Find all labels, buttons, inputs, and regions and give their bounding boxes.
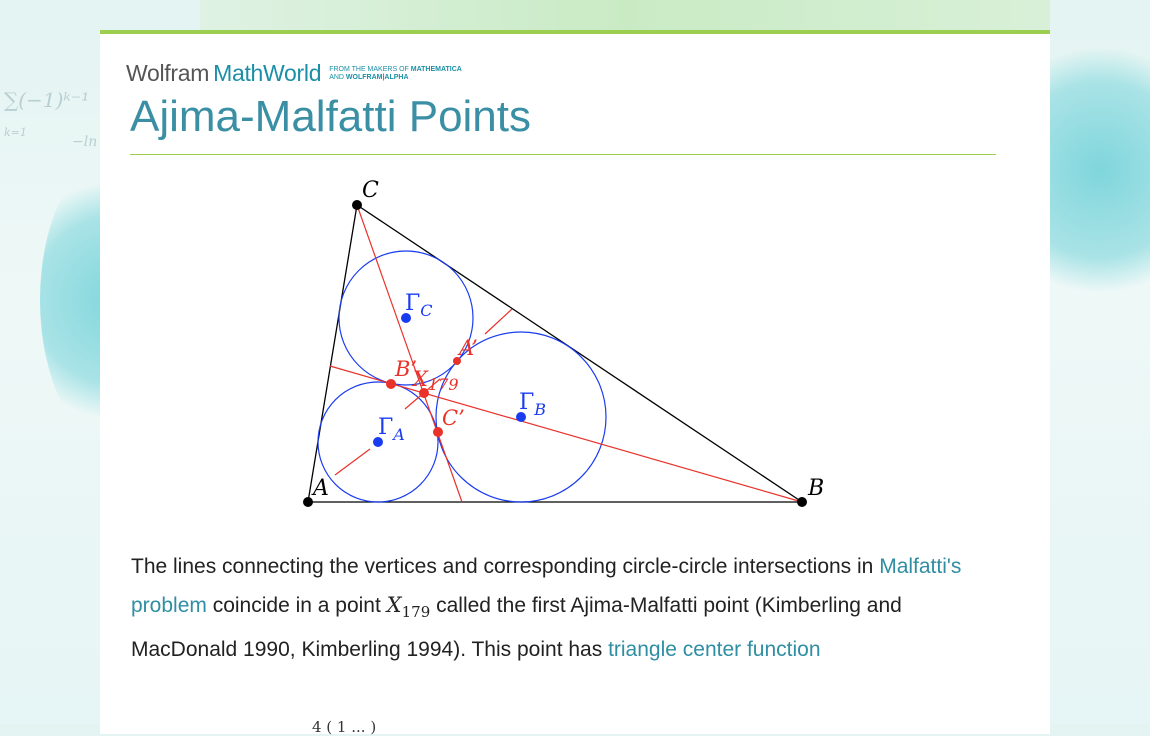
label-c-prime: C’ [442,406,465,430]
content-card [100,30,1050,734]
label-b-prime: B’ [395,357,418,381]
label-a-prime: A’ [459,336,478,360]
label-gamma-c: $\Gamma_C$ [405,291,433,320]
label-a: A [313,476,329,501]
cevians [330,205,802,502]
link-triangle-center-function[interactable]: triangle center function [608,638,821,662]
logo-tagline: FROM THE MAKERS OF MATHEMATICA AND WOLFRAM|ALPHA [329,65,462,81]
triangle [308,205,802,502]
label-gamma-a: $\Gamma_A$ [378,415,405,444]
background-formula-lower: k=1 [4,126,27,139]
logo-wolfram: Wolfram [126,60,210,86]
equation-partial: 4 ( 1 ... ) [312,718,377,736]
background-formula-term: −ln [72,134,98,150]
label-x179: X179 [413,367,459,394]
header-banner [200,0,1050,34]
background-formula: ∑(−1)ᵏ⁻¹ [4,88,90,112]
description-paragraph: The lines connecting the vertices and corresponding circle-circle intersections in Malfatti's problem coincide in a point $X_{179}$ called the first Ajima-Malfatti point (Kimberling and MacDonald 1990, Kimberling 1994). This point has triangle center function [131,555,962,662]
label-b: B [808,476,825,501]
math-x179: $X_{179}$ [386,593,431,622]
logo-mathworld: MathWorld [213,60,322,86]
page-title: Ajima-Malfatti Points [130,92,532,141]
malfatti-figure [100,34,1050,534]
vertex-points [303,200,807,507]
label-c: C [362,178,379,203]
label-gamma-b: $\Gamma_B$ [519,390,547,419]
malfatti-circles [318,251,606,502]
link-malfattis-problem[interactable]: Malfatti's problem [131,555,962,617]
